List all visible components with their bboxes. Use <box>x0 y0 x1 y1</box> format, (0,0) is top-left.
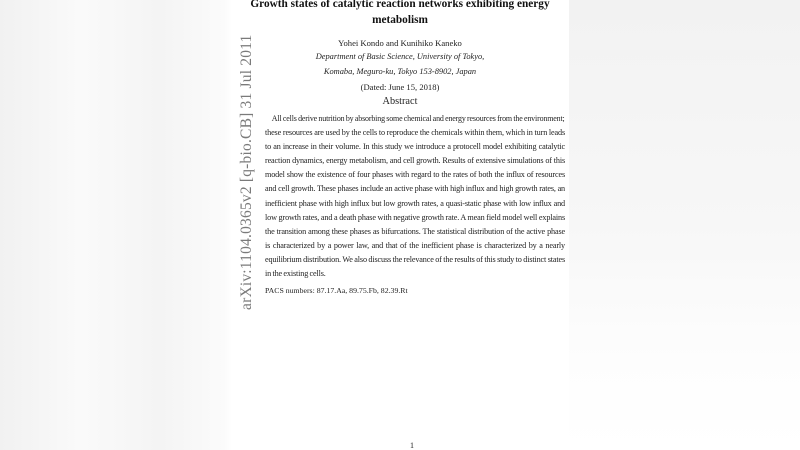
abstract-line: low growth rates, and a death phase with negative growth rate. A mean field model well explains <box>265 212 565 222</box>
page-number: 1 <box>410 441 414 450</box>
abstract-line: and cell growth. These phases include an active phase with high influx and high growth rates, an <box>265 184 565 194</box>
abstract-line: the transition among these phases as bifurcations. The statistical distribution of the active phase <box>265 226 565 236</box>
abstract-line: is characterized by a power law, and that of the inefficient phase is characterized by a nearly <box>265 240 565 250</box>
abstract-line: reaction dynamics, energy metabolism, and cell growth. Results of extensive simulations of this <box>265 156 565 166</box>
paper-title-line-1: Growth states of catalytic reaction networks exhibiting energy <box>250 0 550 10</box>
abstract-line: equilibrium distribution. We also discuss the relevance of the results of this study to distinct states <box>265 254 565 264</box>
affiliation-line-1: Department of Basic Science, University of Tokyo, <box>315 52 485 61</box>
pacs-numbers: PACS numbers: 87.17.Aa, 89.75.Fb, 82.39.Rt <box>265 286 408 295</box>
abstract-heading: Abstract <box>382 96 418 107</box>
paper-title-line-2: metabolism <box>372 14 428 26</box>
authors: Yohei Kondo and Kunihiko Kaneko <box>338 38 462 48</box>
abstract-line: All cells derive nutrition by absorbing some chemical and energy resources from the environment; <box>271 114 565 123</box>
abstract-line: to an increase in their volume. In this study we introduce a protocell model exhibiting catalytic <box>265 142 565 152</box>
viewer-background-right <box>569 0 800 450</box>
affiliation-line-2: Komaba, Meguro-ku, Tokyo 153-8902, Japan <box>323 67 477 76</box>
abstract-line: these resources are used by the cells to reproduce the chemicals within them, which in turn leads <box>265 128 565 138</box>
arxiv-stamp: arXiv:1104.0365v2 [q-bio.CB] 31 Jul 2011 <box>238 34 255 310</box>
abstract-line: inefficient phase with high influx but low growth rates, a quasi-static phase with low influx and <box>265 198 565 208</box>
abstract-line: in the existing cells. <box>265 269 326 279</box>
abstract-line: model show the existence of four phases with regard to the rates of both the influx of resources <box>265 170 565 180</box>
abstract-body <box>265 112 565 281</box>
dated: (Dated: June 15, 2018) <box>360 82 440 92</box>
